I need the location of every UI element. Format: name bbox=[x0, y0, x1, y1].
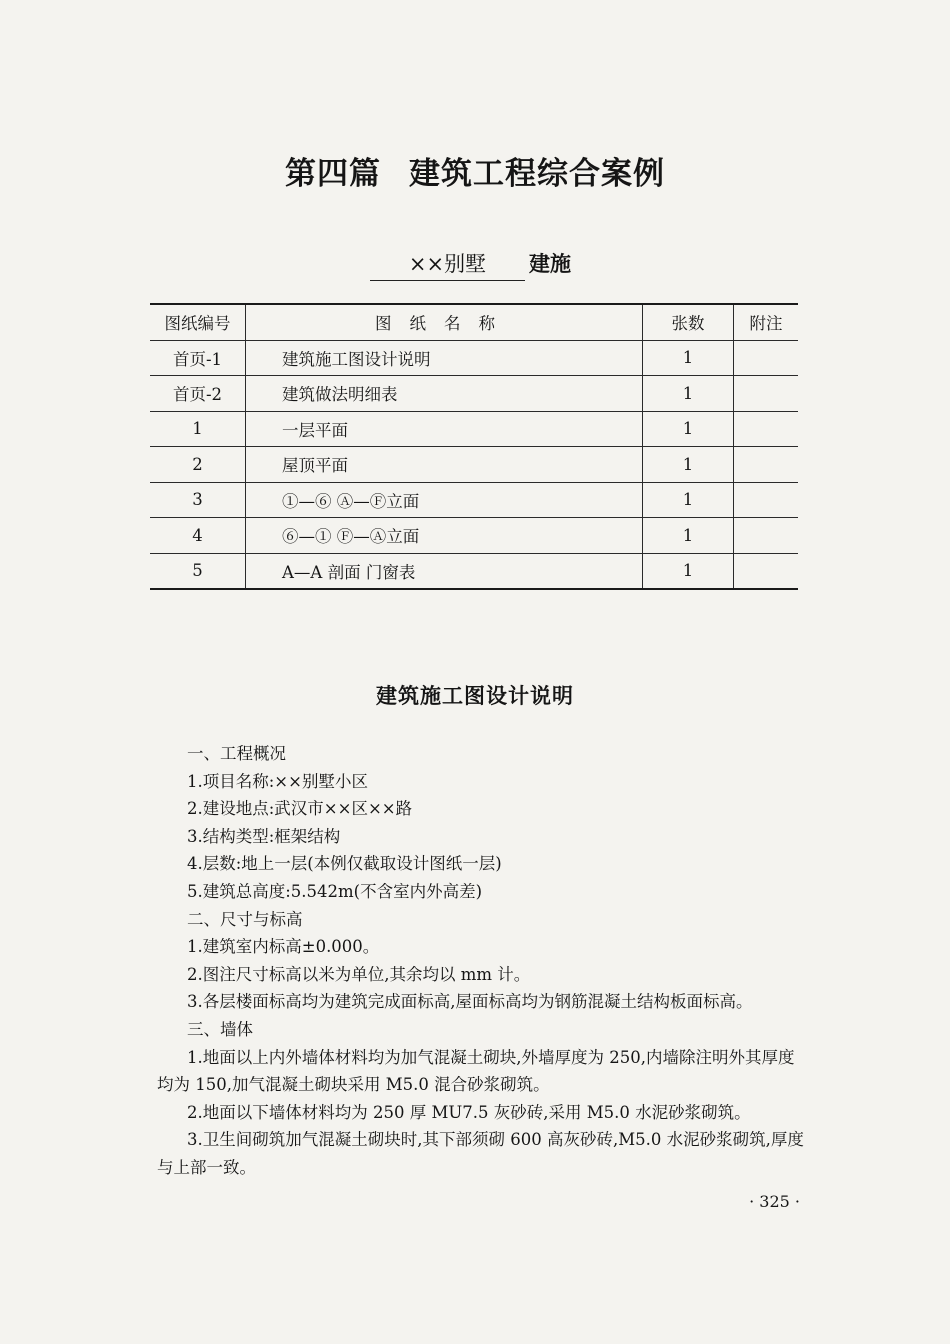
drawing-list-table bbox=[150, 303, 798, 590]
table-row bbox=[150, 553, 798, 589]
drawing-no: 首页-1 bbox=[150, 340, 246, 376]
part-name: 建筑工程综合案例 bbox=[409, 156, 665, 192]
section-heading: 一、工程概况 bbox=[187, 744, 286, 763]
drawing-name: ⑥—① Ⓕ—Ⓐ立面 bbox=[246, 518, 643, 554]
drawing-note bbox=[734, 518, 799, 554]
note-line: 5.建筑总高度:5.542m(不含室内外高差) bbox=[187, 881, 483, 901]
header-note: 附注 bbox=[734, 304, 799, 340]
drawing-note bbox=[734, 411, 799, 447]
note-line: 2.建设地点:武汉市××区××路 bbox=[187, 799, 413, 819]
drawing-no: 首页-2 bbox=[150, 376, 246, 412]
sheet-count: 1 bbox=[643, 411, 734, 447]
section-title: 建筑施工图设计说明 bbox=[376, 684, 574, 708]
note-line: 3.各层楼面标高均为建筑完成面标高,屋面标高均为钢筋混凝土结构板面标高。 bbox=[187, 992, 753, 1012]
note-line: 与上部一致。 bbox=[157, 1157, 256, 1177]
section-heading: 二、尺寸与标高 bbox=[187, 909, 303, 929]
note-line: 3.结构类型:框架结构 bbox=[187, 826, 341, 846]
note-line: 1.建筑室内标高±0.000。 bbox=[187, 937, 380, 957]
table-row bbox=[150, 376, 798, 412]
drawing-no: 2 bbox=[150, 447, 246, 483]
header-sheet-count: 张数 bbox=[643, 304, 734, 340]
table-row bbox=[150, 411, 798, 447]
drawing-kind: 建施 bbox=[529, 251, 571, 276]
note-line: 2.图注尺寸标高以米为单位,其余均以 mm 计。 bbox=[187, 964, 531, 984]
drawing-no: 5 bbox=[150, 553, 246, 589]
drawing-name: 屋顶平面 bbox=[246, 447, 643, 483]
part-number: 第四篇 bbox=[285, 156, 381, 192]
page-number: · 325 · bbox=[749, 1192, 800, 1211]
drawing-no: 4 bbox=[150, 518, 246, 554]
drawing-note bbox=[734, 340, 799, 376]
sheet-count: 1 bbox=[643, 482, 734, 518]
drawing-name: 建筑施工图设计说明 bbox=[246, 340, 643, 376]
table-header-row bbox=[150, 304, 798, 340]
drawing-note bbox=[734, 482, 799, 518]
part-title bbox=[0, 148, 950, 193]
drawing-name: A—A 剖面 门窗表 bbox=[246, 553, 643, 589]
sheet-count: 1 bbox=[643, 447, 734, 483]
note-line: 均为 150,加气混凝土砌块采用 M5.0 混合砂浆砌筑。 bbox=[157, 1075, 550, 1095]
sheet-count: 1 bbox=[643, 518, 734, 554]
header-drawing-no: 图纸编号 bbox=[150, 304, 246, 340]
project-name: ××别墅 bbox=[370, 248, 525, 281]
section-heading: 三、墙体 bbox=[187, 1019, 253, 1039]
drawing-set-subtitle bbox=[370, 248, 571, 281]
drawing-name: 建筑做法明细表 bbox=[246, 376, 643, 412]
note-line: 4.层数:地上一层(本例仅截取设计图纸一层) bbox=[187, 854, 502, 874]
table-row bbox=[150, 482, 798, 518]
table-row bbox=[150, 340, 798, 376]
drawing-note bbox=[734, 447, 799, 483]
drawing-note bbox=[734, 553, 799, 589]
drawing-name: 一层平面 bbox=[246, 411, 643, 447]
sheet-count: 1 bbox=[643, 553, 734, 589]
sheet-count: 1 bbox=[643, 376, 734, 412]
note-line: 2.地面以下墙体材料均为 250 厚 MU7.5 灰砂砖,采用 M5.0 水泥砂浆砌筑。 bbox=[187, 1102, 751, 1122]
note-line: 1.项目名称:××别墅小区 bbox=[187, 771, 368, 791]
drawing-no: 1 bbox=[150, 411, 246, 447]
design-notes-body bbox=[157, 740, 807, 1182]
note-line: 1.地面以上内外墙体材料均为加气混凝土砌块,外墙厚度为 250,内墙除注明外其厚度 bbox=[187, 1047, 795, 1067]
drawing-name: ①—⑥ Ⓐ—Ⓕ立面 bbox=[246, 482, 643, 518]
drawing-note bbox=[734, 376, 799, 412]
drawing-no: 3 bbox=[150, 482, 246, 518]
header-drawing-name: 图纸名称 bbox=[246, 304, 643, 340]
table-row bbox=[150, 518, 798, 554]
note-line: 3.卫生间砌筑加气混凝土砌块时,其下部须砌 600 高灰砂砖,M5.0 水泥砂浆砌筑,厚度 bbox=[187, 1130, 804, 1150]
table-row bbox=[150, 447, 798, 483]
sheet-count: 1 bbox=[643, 340, 734, 376]
